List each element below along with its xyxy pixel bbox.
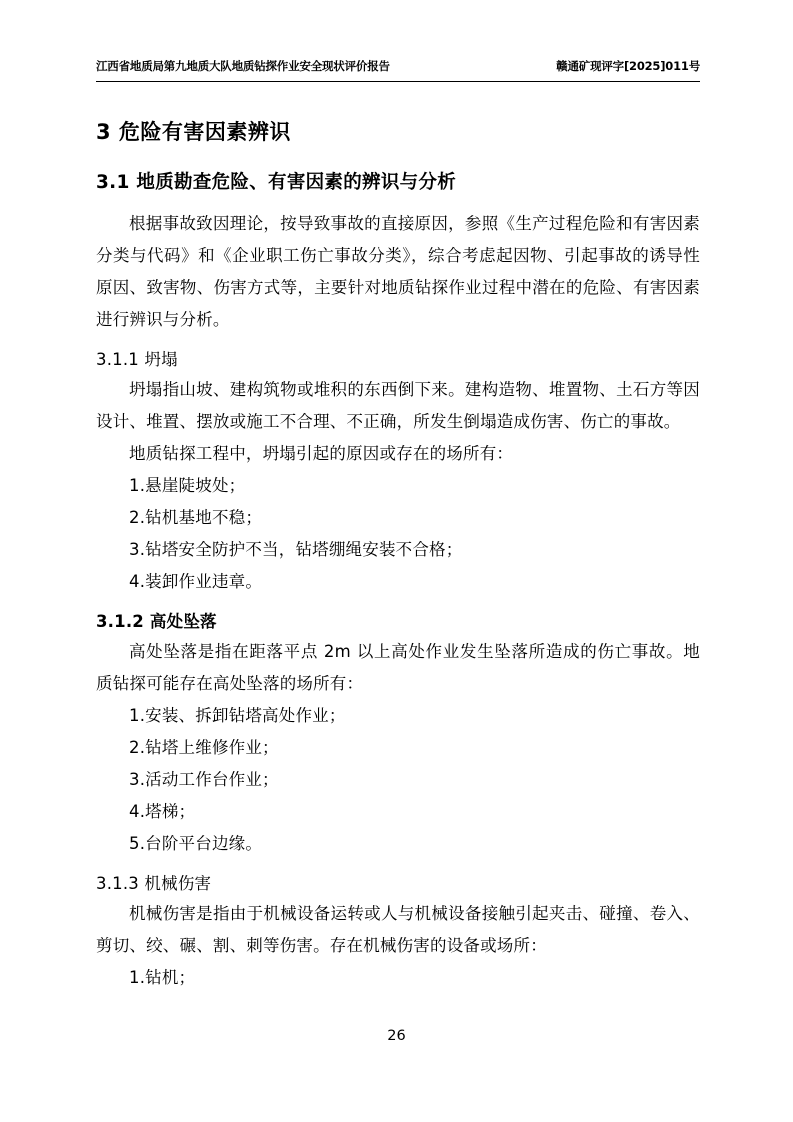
list-item-312-1: 1.安装、拆卸钻塔高处作业； [129, 706, 346, 725]
page-header [96, 58, 700, 82]
subsection-heading: 3.1 地质勘查危险、有害因素的辨识与分析 [96, 172, 457, 193]
list-item-312-4: 4.塔梯； [129, 802, 196, 821]
paragraph-311-1: 坍塌指山坡、建构筑物或堆积的东西倒下来。建构造物、堆置物、土石方等因设计、堆置、摆放或施工不合理、不正确，所发生倒塌造成伤害、伤亡的事故。 [96, 380, 700, 431]
paragraph-312-1: 高处坠落是指在距落平点 2m 以上高处作业发生坠落所造成的伤亡事故。地质钻探可能存在高处坠落的场所有： [96, 642, 700, 693]
list-item-313-1: 1.钻机； [129, 968, 196, 987]
list-item-312-3: 3.活动工作台作业； [129, 770, 279, 789]
page-content [96, 58, 700, 994]
subsubsection-heading-312: 3.1.2 高处坠落 [96, 612, 217, 631]
header-right-text: 赣通矿现评字[2025]011号 [556, 59, 700, 73]
paragraph-313-1: 机械伤害是指由于机械设备运转或人与机械设备接触引起夹击、碰撞、卷入、剪切、绞、碾、割、刺等伤害。存在机械伤害的设备或场所： [96, 904, 700, 955]
section-heading: 3 危险有害因素辨识 [96, 120, 291, 144]
list-item-312-2: 2.钻塔上维修作业； [129, 738, 279, 757]
document-body [96, 116, 700, 994]
subsubsection-heading-311: 3.1.1 坍塌 [96, 350, 178, 369]
list-item-311-4: 4.装卸作业违章。 [129, 572, 263, 591]
header-left-text: 江西省地质局第九地质大队地质钻探作业安全现状评价报告 [96, 59, 390, 73]
subsubsection-heading-313: 3.1.3 机械伤害 [96, 874, 212, 893]
paragraph-311-2: 地质钻探工程中，坍塌引起的原因或存在的场所有： [129, 444, 514, 463]
list-item-312-5: 5.台阶平台边缘。 [129, 834, 263, 853]
intro-paragraph: 根据事故致因理论，按导致事故的直接原因，参照《生产过程危险和有害因素分类与代码》和《企业职工伤亡事故分类》，综合考虑起因物、引起事故的诱导性原因、致害物、伤害方式等，主要针对地质钻探作业过程中潜在的危险、有害因素进行辨识与分析。 [96, 214, 700, 329]
list-item-311-3: 3.钻塔安全防护不当，钻塔绷绳安装不合格； [129, 540, 463, 559]
list-item-311-1: 1.悬崖陡坡处； [129, 476, 246, 495]
page-number: 26 [387, 1028, 406, 1044]
list-item-311-2: 2.钻机基地不稳； [129, 508, 263, 527]
